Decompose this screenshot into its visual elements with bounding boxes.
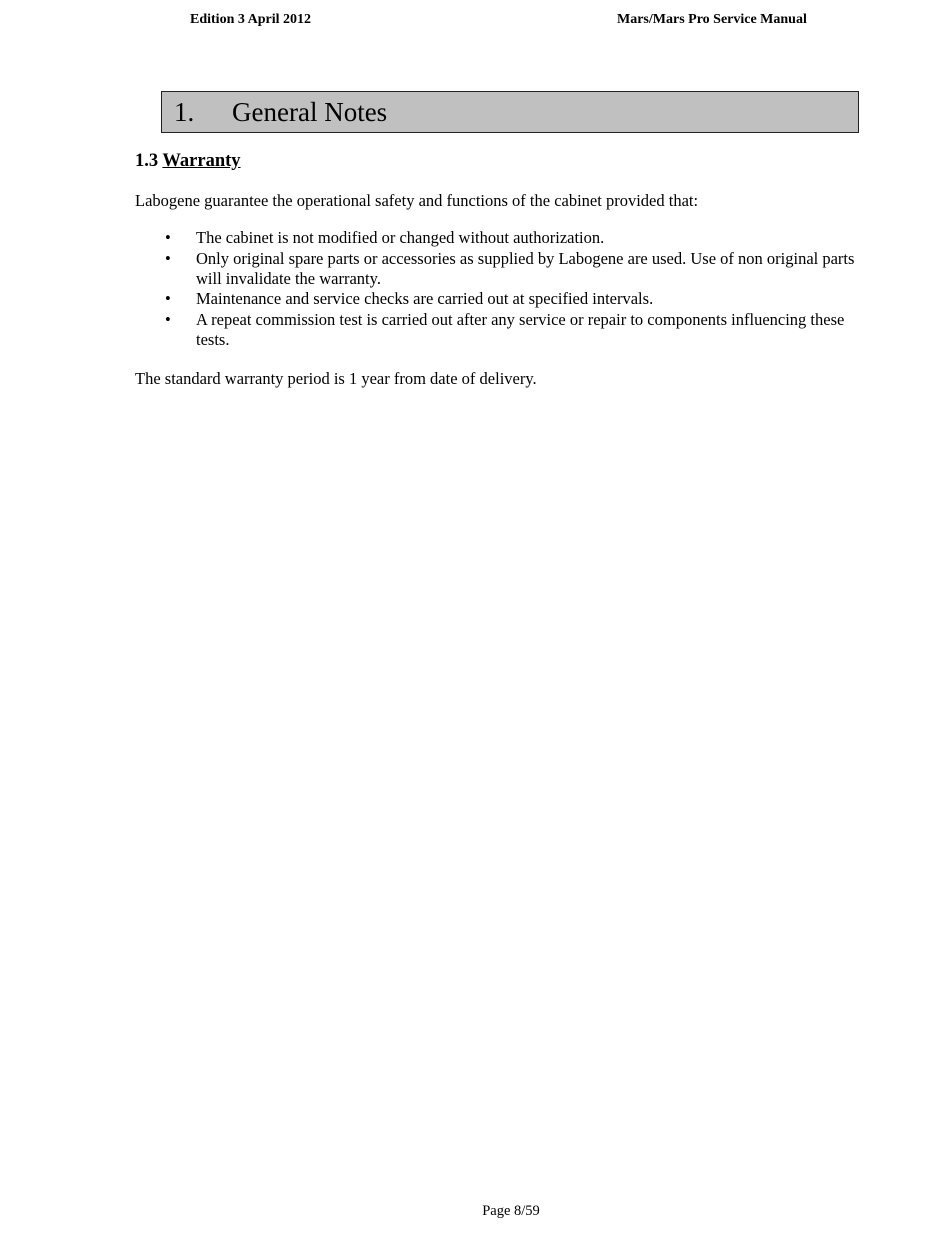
bullet-icon: • [165,248,171,268]
list-item-text: The cabinet is not modified or changed without authorization. [196,228,605,247]
subsection-heading [135,151,241,172]
list-item [135,289,880,309]
intro-paragraph: Labogene guarantee the operational safety and functions of the cabinet provided that: [135,191,699,210]
bullet-icon: • [165,309,171,329]
bullet-icon: • [165,228,171,247]
header-manual-title: Mars/Mars Pro Service Manual [617,12,807,27]
page-number: Page 8/59 [482,1203,540,1219]
list-item [135,228,880,248]
list-item [135,249,880,289]
section-title: General Notes [232,97,388,127]
subsection-number: 1.3 [135,151,159,171]
list-item-text: Maintenance and service checks are carried out at specified intervals. [196,289,654,308]
header-edition: Edition 3 April 2012 [190,12,311,27]
section-heading-banner [161,91,859,133]
list-item-text: Only original spare parts or accessories as supplied by Labogene are used. Use of non original parts will invalidate the warranty. [196,248,855,288]
list-item-text: A repeat commission test is carried out after any service or repair to components influencing these tests. [196,309,845,349]
closing-paragraph: The standard warranty period is 1 year from date of delivery. [135,369,537,388]
section-number: 1. [174,97,195,127]
list-item [135,310,880,350]
bullet-icon: • [165,289,171,308]
warranty-conditions-list [135,228,880,350]
subsection-title: Warranty [162,151,241,171]
